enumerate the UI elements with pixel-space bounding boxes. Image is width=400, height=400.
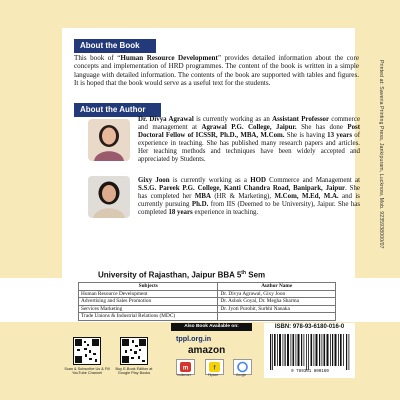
about-book-text: This book of “Human Resource Development” provides detailed information about the core concepts and implementation of HRD programmes. The content of the book is written in a simple language with detailed information. The contents of the book are supported with tables and figures. It is hoped that the book would serve as a useful text for the students.: [74, 54, 359, 87]
subject-cell: Human Resource Development: [79, 290, 218, 298]
qr-code-youtube[interactable]: [73, 337, 101, 365]
subject-cell: Services Marketing: [79, 305, 218, 313]
table-row: [79, 313, 336, 321]
table-header-row: [79, 283, 336, 291]
indiamart-caption: Indiamart: [177, 373, 191, 377]
website-link[interactable]: tppl.org.in: [176, 334, 212, 343]
store-logos: [176, 359, 252, 377]
barcode-digits: 9 789361 800160: [291, 370, 329, 374]
also-available-label: Also Book Available on:: [171, 323, 252, 331]
flipkart-caption: Flipkart: [207, 373, 219, 377]
author2-photo: [88, 176, 130, 218]
author2-bio: Gixy Joon is currently working as a HOD Commerce and Management at S.S.G. Pareek P.G. College, Kanti Chandra Road, Banipark, Jaipur. She has completed her MBA (HR & Marketing), M.Com, M.Ed, M.A. and is currently pursuing Ph.D. from IIS (Deemed to be University), Jaipur. She has completed 18 years experience in teaching.: [138, 177, 361, 217]
author-cell: [218, 313, 336, 321]
svg-text:f: f: [213, 365, 216, 372]
table-header: Author Name: [218, 283, 336, 291]
table-row: [79, 298, 336, 306]
author-cell: Dr. Ashok Goyal, Dr. Megha Sharma: [218, 298, 336, 306]
printer-imprint: Printed at: Saveria Printing Press, Jankipuram, Lucknow, Mob. 9235938000/07: [378, 60, 384, 249]
subject-cell: Trade Unions & Industrial Relations (MDC): [79, 313, 218, 321]
qr-code-google-play[interactable]: [120, 337, 148, 365]
author1-photo: [88, 119, 130, 161]
google-caption: Google: [235, 373, 247, 377]
university-title: University of Rajasthan, Jaipur BBA 5th Sem: [98, 270, 266, 280]
book-title: Human Resource Development: [120, 54, 218, 62]
about-book-heading: About the Book: [74, 39, 156, 53]
table-row: [79, 305, 336, 313]
top-band: [0, 0, 400, 28]
about-author-heading: About the Author: [74, 103, 161, 117]
amazon-logo[interactable]: amazon: [188, 345, 226, 356]
author-cell: Dr. Divya Agrawal, Gixy Joon: [218, 290, 336, 298]
also-available-box: [171, 323, 252, 379]
author-cell: Dr. Jyoti Purohit, Surbhi Nanaka: [218, 305, 336, 313]
table-row: [79, 290, 336, 298]
qr-youtube-caption: Scan & Subscribe Us & Fill YouTube Channel: [64, 367, 110, 375]
subjects-table: [78, 282, 336, 321]
subject-cell: Advertising and Sales Promotion: [79, 298, 218, 306]
svg-text:m: m: [182, 365, 189, 372]
author1-bio: Dr. Divya Agrawal is currently working as an Assistant Professor commerce and management at Agrawal P.G. College, Jaipur. She has done Post Doctoral Fellow of ICSSR, Ph.D., MBA, M.Com. She is having 13 years of experience in teaching. She has published many research papers and articles. Her teaching methods and techniques have been widely accepted and appreciated by Students.: [138, 116, 361, 164]
isbn-number: ISBN: 978-93-6180-016-0: [274, 324, 345, 330]
qr-google-play-caption: Buy E-Book Edition at Google Play Books: [115, 367, 153, 375]
table-header: Subjects: [79, 283, 218, 291]
barcode-icon: [268, 334, 352, 370]
